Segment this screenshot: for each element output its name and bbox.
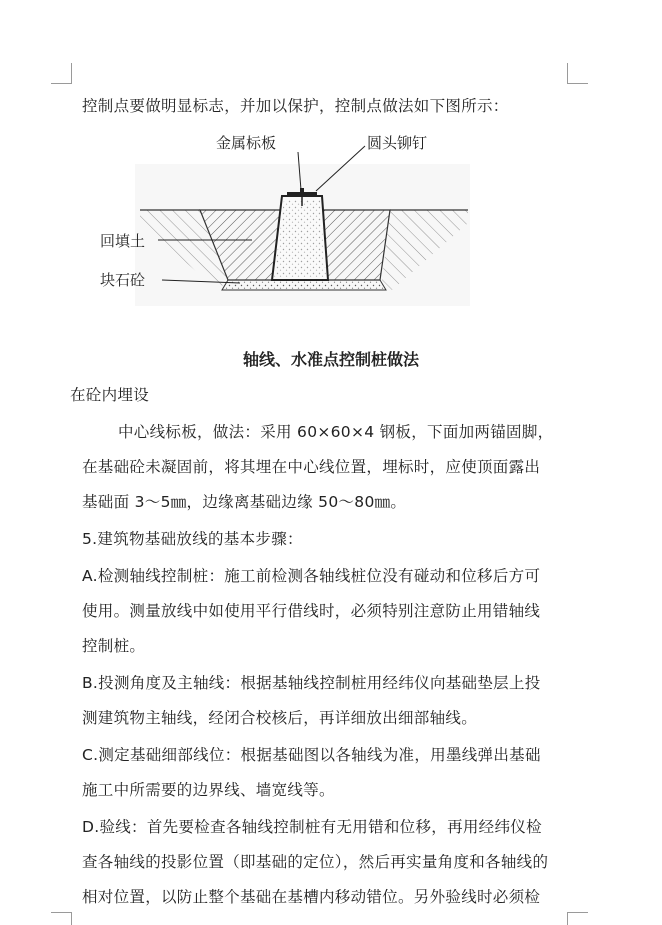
- crop-mark-top-left: [51, 63, 72, 84]
- step-b-line-1: B.投测角度及主轴线：根据基轴线控制桩用经纬仪向基础垫层上投: [82, 674, 541, 692]
- step-d-line-3: 相对位置，以防止整个基础在基槽内移动错位。另外验线时必须检: [82, 888, 541, 906]
- label-rubble-concrete: 块石砼: [100, 271, 146, 289]
- section-embed-heading: 在砼内埋设: [70, 386, 150, 404]
- step-d-line-2: 查各轴线的投影位置（即基础的定位），然后再实量角度和各轴线的: [82, 853, 549, 871]
- label-backfill: 回填土: [100, 232, 146, 250]
- step-c-line-2: 施工中所需要的边界线、墙宽线等。: [82, 781, 335, 799]
- figure-caption: 轴线、水准点控制桩做法: [242, 350, 419, 369]
- para-center-line-1: 中心线标板，做法：采用 60×60×4 钢板，下面加两锚固脚，: [118, 423, 554, 441]
- crop-mark-bottom-left: [51, 912, 72, 925]
- intro-text: 控制点要做明显标志，并加以保护，控制点做法如下图所示：: [82, 97, 509, 115]
- control-pile-figure: [90, 128, 490, 313]
- step-a-line-2: 使用。测量放线中如使用平行借线时，必须特别注意防止用错轴线: [82, 602, 541, 620]
- step-c-line-1: C.测定基础细部线位：根据基础图以各轴线为准，用墨线弹出基础: [82, 746, 541, 764]
- para-center-line-2: 在基础砼未凝固前，将其埋在中心线位置，埋标时，应使顶面露出: [82, 458, 541, 476]
- step-b-line-2: 测建筑物主轴线，经闭合校核后，再详细放出细部轴线。: [82, 709, 478, 727]
- crop-mark-top-right: [567, 63, 588, 84]
- step-a-line-3: 控制桩。: [82, 637, 146, 655]
- para-center-line-3: 基础面 3～5㎜，边缘离基础边缘 50～80㎜。: [82, 493, 407, 511]
- step-d-line-1: D.验线：首先要检查各轴线控制桩有无用错和位移，再用经纬仪检: [82, 818, 542, 836]
- label-metal-plate: 金属标板: [216, 134, 277, 152]
- label-rivet: 圆头铆钉: [367, 134, 428, 152]
- crop-mark-bottom-right: [567, 912, 588, 925]
- steps-title: 5.建筑物基础放线的基本步骤：: [82, 530, 303, 548]
- step-a-line-1: A.检测轴线控制桩：施工前检测各轴线桩位没有碰动和位移后方可: [82, 567, 541, 585]
